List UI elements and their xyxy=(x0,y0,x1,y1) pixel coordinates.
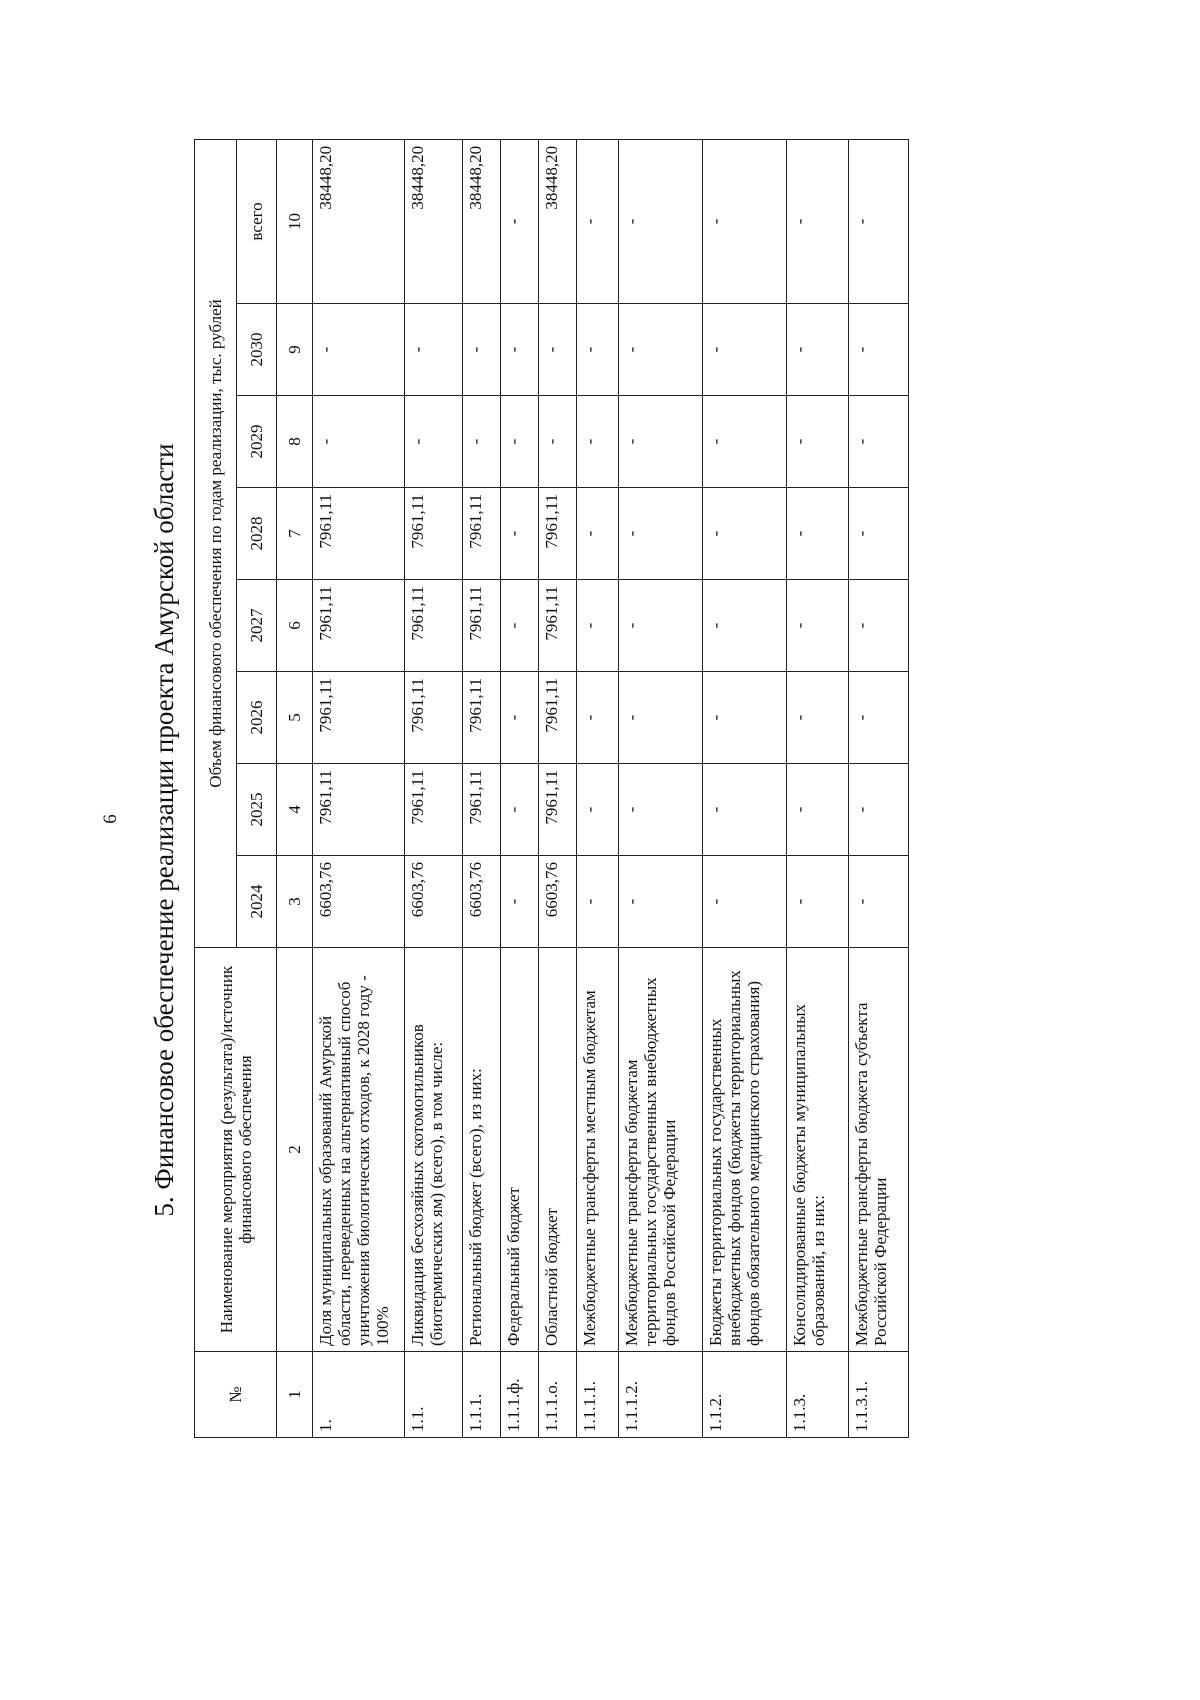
header-year: 2025 xyxy=(237,764,277,856)
row-year-value: - xyxy=(577,488,619,580)
row-total-value: - xyxy=(577,139,619,303)
row-year-value: - xyxy=(619,764,703,856)
header-year: 2027 xyxy=(237,580,277,672)
row-year-value: 7961,11 xyxy=(463,488,501,580)
row-year-value: - xyxy=(501,856,539,948)
row-name: Федеральный бюджет xyxy=(501,948,539,1352)
row-year-value: - xyxy=(577,764,619,856)
row-year-value: 7961,11 xyxy=(313,488,405,580)
row-year-value: 7961,11 xyxy=(405,580,463,672)
column-number: 3 xyxy=(277,856,313,948)
header-year: 2024 xyxy=(237,856,277,948)
row-total-value: - xyxy=(619,139,703,303)
row-year-value: - xyxy=(703,856,787,948)
row-year-value: - xyxy=(619,488,703,580)
row-year-value: - xyxy=(787,304,849,396)
row-year-value: - xyxy=(501,672,539,764)
row-year-value: - xyxy=(577,304,619,396)
row-year-value: - xyxy=(703,580,787,672)
header-name: Наименование мероприятия (результата)/источник финансового обеспечения xyxy=(195,948,277,1352)
table-row xyxy=(849,139,909,1437)
table-row xyxy=(577,139,619,1437)
row-name: Доля муниципальных образований Амурской области, переведенных на альтернативный способ уничтожения биологических отходов, к 2028 году - 100% xyxy=(313,948,405,1352)
table-row xyxy=(787,139,849,1437)
row-name: Консолидированные бюджеты муниципальных образований, из них: xyxy=(787,948,849,1352)
row-year-value: 6603,76 xyxy=(313,856,405,948)
column-number: 1 xyxy=(277,1352,313,1438)
row-year-value: 6603,76 xyxy=(405,856,463,948)
row-year-value: - xyxy=(787,764,849,856)
column-number: 9 xyxy=(277,304,313,396)
row-total-value: 38448,20 xyxy=(463,139,501,303)
row-year-value: - xyxy=(703,304,787,396)
page-number: 6 xyxy=(99,814,121,824)
row-name: Межбюджетные трансферты бюджетам территориальных государственных внебюджетных фондов Российской Федерации xyxy=(619,948,703,1352)
row-year-value: 7961,11 xyxy=(463,580,501,672)
table-body xyxy=(313,139,909,1437)
row-year-value: - xyxy=(703,764,787,856)
row-number: 1.1.3.1. xyxy=(849,1352,909,1438)
header-year: 2026 xyxy=(237,672,277,764)
row-year-value: - xyxy=(463,304,501,396)
table-row xyxy=(501,139,539,1437)
row-year-value: - xyxy=(849,488,909,580)
column-number: 5 xyxy=(277,672,313,764)
row-year-value: - xyxy=(849,672,909,764)
row-year-value: - xyxy=(577,396,619,488)
column-number: 4 xyxy=(277,764,313,856)
rotated-page-content xyxy=(0,130,980,1530)
table-row xyxy=(405,139,463,1437)
row-year-value: - xyxy=(619,580,703,672)
row-year-value: 7961,11 xyxy=(463,672,501,764)
row-year-value: 7961,11 xyxy=(539,764,577,856)
row-year-value: - xyxy=(405,304,463,396)
row-year-value: - xyxy=(703,396,787,488)
row-year-value: - xyxy=(619,304,703,396)
header-year: 2030 xyxy=(237,304,277,396)
table-row xyxy=(313,139,405,1437)
row-year-value: 7961,11 xyxy=(313,764,405,856)
row-year-value: - xyxy=(849,764,909,856)
row-year-value: - xyxy=(619,856,703,948)
header-volume-group: Объем финансового обеспечения по годам реализации, тыс. рублей xyxy=(195,139,237,947)
row-year-value: - xyxy=(501,580,539,672)
row-year-value: - xyxy=(577,580,619,672)
row-year-value: 6603,76 xyxy=(539,856,577,948)
row-total-value: 38448,20 xyxy=(539,139,577,303)
row-year-value: - xyxy=(313,304,405,396)
table-row xyxy=(703,139,787,1437)
row-year-value: - xyxy=(463,396,501,488)
row-total-value: 38448,20 xyxy=(313,139,405,303)
row-year-value: - xyxy=(787,396,849,488)
row-year-value: - xyxy=(787,488,849,580)
column-number: 8 xyxy=(277,396,313,488)
row-total-value: - xyxy=(849,139,909,303)
row-year-value: - xyxy=(703,488,787,580)
header-no: № xyxy=(195,1352,277,1438)
table-row xyxy=(539,139,577,1437)
row-total-value: - xyxy=(501,139,539,303)
document-title: 5. Финансовое обеспечение реализации проекта Амурской области xyxy=(149,443,179,1217)
header-total: всего xyxy=(237,139,277,303)
row-number: 1.1.1.о. xyxy=(539,1352,577,1438)
row-year-value: 7961,11 xyxy=(405,764,463,856)
row-year-value: - xyxy=(849,856,909,948)
row-number: 1.1.3. xyxy=(787,1352,849,1438)
row-year-value: 7961,11 xyxy=(539,580,577,672)
row-year-value: 7961,11 xyxy=(405,488,463,580)
row-year-value: - xyxy=(539,304,577,396)
row-total-value: - xyxy=(703,139,787,303)
row-year-value: - xyxy=(577,856,619,948)
table-row xyxy=(463,139,501,1437)
row-year-value: - xyxy=(501,488,539,580)
row-name: Ликвидация бесхозяйных скотомогильников (биотермических ям) (всего), в том числе: xyxy=(405,948,463,1352)
row-year-value: - xyxy=(577,672,619,764)
row-year-value: - xyxy=(849,580,909,672)
row-year-value: - xyxy=(501,304,539,396)
row-year-value: - xyxy=(619,672,703,764)
row-name: Региональный бюджет (всего), из них: xyxy=(463,948,501,1352)
row-year-value: - xyxy=(619,396,703,488)
header-year: 2028 xyxy=(237,488,277,580)
row-year-value: 7961,11 xyxy=(313,580,405,672)
row-year-value: 6603,76 xyxy=(463,856,501,948)
row-year-value: 7961,11 xyxy=(313,672,405,764)
row-number: 1.1. xyxy=(405,1352,463,1438)
header-year: 2029 xyxy=(237,396,277,488)
row-number: 1.1.2. xyxy=(703,1352,787,1438)
row-year-value: - xyxy=(849,396,909,488)
row-year-value: 7961,11 xyxy=(539,488,577,580)
row-total-value: 38448,20 xyxy=(405,139,463,303)
row-number: 1.1.1.1. xyxy=(577,1352,619,1438)
row-year-value: - xyxy=(313,396,405,488)
row-total-value: - xyxy=(787,139,849,303)
row-year-value: - xyxy=(501,764,539,856)
row-year-value: - xyxy=(501,396,539,488)
row-year-value: - xyxy=(787,856,849,948)
column-number: 2 xyxy=(277,948,313,1352)
row-year-value: - xyxy=(849,304,909,396)
row-year-value: - xyxy=(787,672,849,764)
row-year-value: - xyxy=(787,580,849,672)
financing-table xyxy=(194,139,909,1438)
row-year-value: - xyxy=(539,396,577,488)
row-year-value: 7961,11 xyxy=(405,672,463,764)
row-year-value: - xyxy=(703,672,787,764)
row-name: Межбюджетные трансферты бюджета субъекта Российской Федерации xyxy=(849,948,909,1352)
row-name: Межбюджетные трансферты местным бюджетам xyxy=(577,948,619,1352)
column-number: 7 xyxy=(277,488,313,580)
row-number: 1.1.1. xyxy=(463,1352,501,1438)
row-number: 1. xyxy=(313,1352,405,1438)
row-number: 1.1.1.2. xyxy=(619,1352,703,1438)
row-name: Областной бюджет xyxy=(539,948,577,1352)
column-number: 10 xyxy=(277,139,313,303)
table-row xyxy=(619,139,703,1437)
row-number: 1.1.1.ф. xyxy=(501,1352,539,1438)
row-year-value: 7961,11 xyxy=(539,672,577,764)
column-number: 6 xyxy=(277,580,313,672)
row-name: Бюджеты территориальных государственных внебюджетных фондов (бюджеты территориальных фондов обязательного медицинского страхования) xyxy=(703,948,787,1352)
row-year-value: 7961,11 xyxy=(463,764,501,856)
row-year-value: - xyxy=(405,396,463,488)
